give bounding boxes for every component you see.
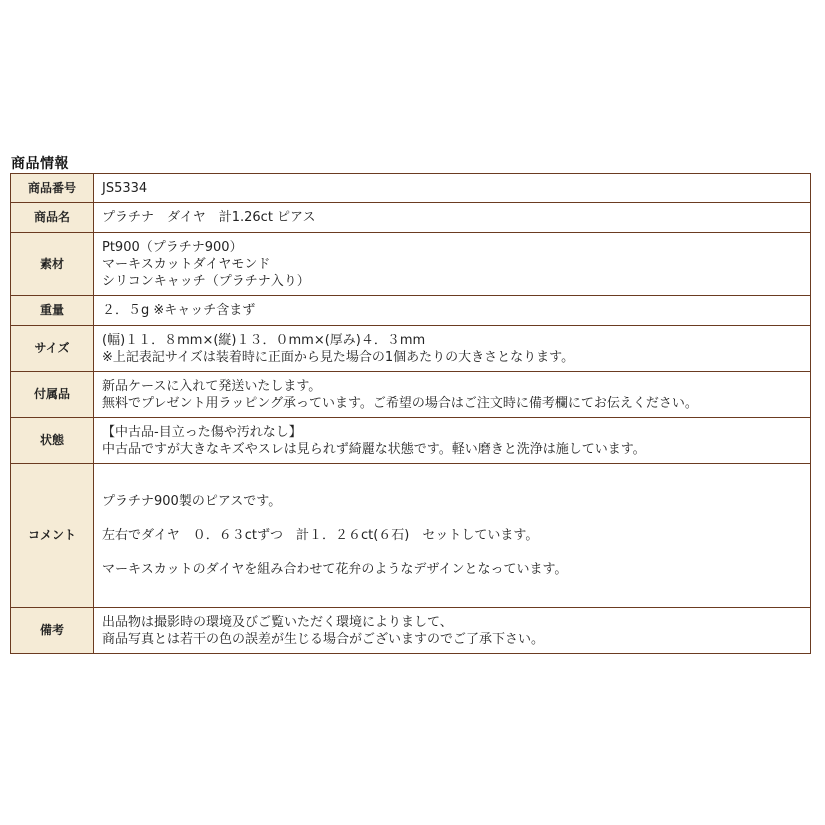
notes-line: 出品物は撮影時の環境及びご覧いただく環境によりまして、 xyxy=(102,614,453,630)
row-accessories xyxy=(11,372,811,418)
section-title: 商品情報 xyxy=(11,156,69,172)
material-line: シリコンキャッチ（プラチナ入り） xyxy=(102,273,310,289)
row-product-name xyxy=(11,203,811,233)
accessories-line: 無料でプレゼント用ラッピング承っています。ご希望の場合はご注文時に備考欄にてお伝えください。 xyxy=(102,395,698,411)
row-notes xyxy=(11,608,811,654)
comment-line: プラチナ900製のピアスです。 xyxy=(102,494,282,509)
material-label: 素材 xyxy=(11,233,94,296)
material-value xyxy=(94,233,811,296)
row-material xyxy=(11,233,811,296)
weight-text: ２．５g ※キャッチ含まず xyxy=(102,303,256,318)
accessories-label: 付属品 xyxy=(11,372,94,418)
product-id-label: 商品番号 xyxy=(11,174,94,203)
condition-value xyxy=(94,418,811,464)
product-id-value xyxy=(94,174,811,203)
comment-line: 左右でダイヤ ０．６３ctずつ 計１．２６ct(６石) セットしています。 xyxy=(102,528,539,543)
comment-label: コメント xyxy=(11,464,94,608)
comment-value xyxy=(94,464,811,608)
weight-label: 重量 xyxy=(11,296,94,326)
row-product-id xyxy=(11,174,811,203)
product-name-label: 商品名 xyxy=(11,203,94,233)
material-line: Pt900（プラチナ900） xyxy=(102,239,243,255)
condition-label: 状態 xyxy=(11,418,94,464)
accessories-value xyxy=(94,372,811,418)
product-name-text: プラチナ ダイヤ 計1.26ct ピアス xyxy=(102,210,316,225)
product-name-value xyxy=(94,203,811,233)
comment-spacer xyxy=(102,544,804,561)
product-info-table xyxy=(10,173,811,654)
material-line: マーキスカットダイヤモンド xyxy=(102,256,271,272)
product-id-text: JS5334 xyxy=(102,180,148,196)
row-weight xyxy=(11,296,811,326)
notes-label: 備考 xyxy=(11,608,94,654)
size-label: サイズ xyxy=(11,326,94,372)
size-line: (幅)１１．８mm×(縦)１３．０mm×(厚み)４．３mm xyxy=(102,332,426,348)
condition-line: 【中古品-目立った傷や汚れなし】 xyxy=(102,424,302,440)
notes-value xyxy=(94,608,811,654)
accessories-line: 新品ケースに入れて発送いたします。 xyxy=(102,378,322,394)
comment-spacer xyxy=(102,510,804,527)
size-value xyxy=(94,326,811,372)
row-size xyxy=(11,326,811,372)
row-condition xyxy=(11,418,811,464)
row-comment xyxy=(11,464,811,608)
notes-line: 商品写真とは若干の色の誤差が生じる場合がございますのでご了承下さい。 xyxy=(102,631,545,647)
weight-value xyxy=(94,296,811,326)
size-line: ※上記表記サイズは装着時に正面から見た場合の1個あたりの大きさとなります。 xyxy=(102,349,575,365)
comment-line: マーキスカットのダイヤを組み合わせて花弁のようなデザインとなっています。 xyxy=(102,562,568,577)
condition-line: 中古品ですが大きなキズやスレは見られず綺麗な状態です。軽い磨きと洗浄は施しています。 xyxy=(102,441,646,457)
